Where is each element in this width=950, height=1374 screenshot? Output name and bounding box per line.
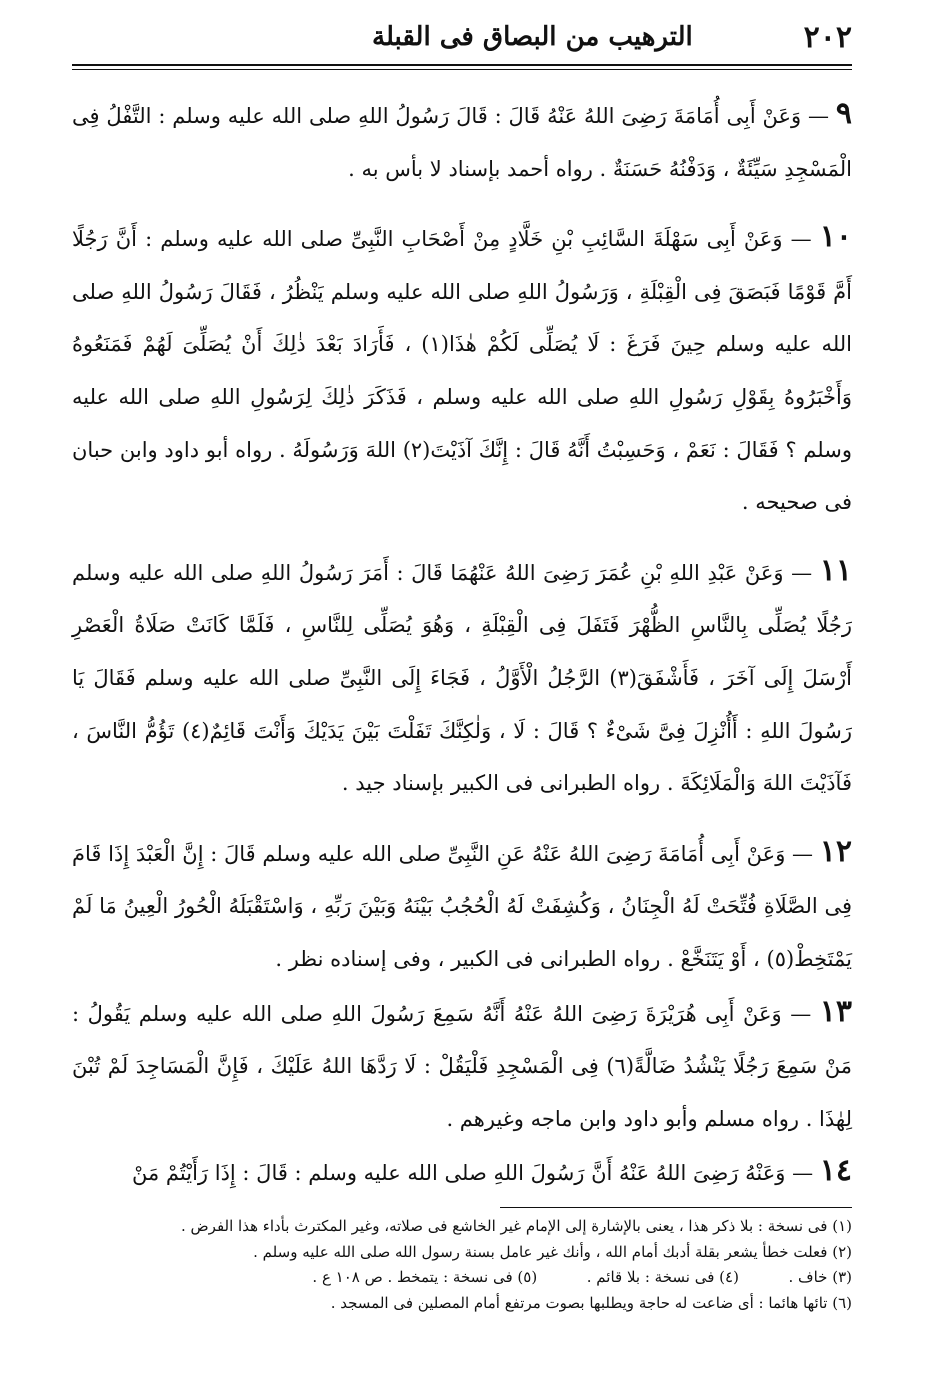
hadith-text: وَعَنْ أَبِى أُمَامَةَ رَضِىَ اللهُ عَنْهُ قَالَ : قَالَ رَسُولُ اللهِ صلى الله عليه وسلم : التَّفْلُ فِى الْمَسْجِدِ سَيِّئَةٌ ، وَدَفْنُهُ حَسَنَةٌ . رواه أحمد بإسناد لا بأس به . — [72, 104, 852, 181]
hadith-text: وَعَنْ عَبْدِ اللهِ بْنِ عُمَرَ رَضِىَ اللهُ عَنْهُمَا قَالَ : أَمَرَ رَسُولُ اللهِ صلى الله عليه وسلم رَجُلًا يُصَلِّى بِالنَّاسِ الظُّهْرَ فَتَفَلَ فِى الْقِبْلَةِ ، وَهُوَ يُصَلِّى لِلنَّاسِ ، فَلَمَّا كَانَتْ صَلَاةُ الْعَصْرِ أَرْسَلَ إِلَى آخَرَ ، فَأَشْفَقَ(٣) الرَّجُلُ الْأَوَّلُ ، فَجَاءَ إِلَى النَّبِىِّ صلى الله عليه وسلم فَقَالَ يَا رَسُولَ اللهِ : أَأُنْزِلَ فِىَّ شَىْءٌ ؟ قَالَ : لَا ، وَلٰكِنَّكَ تَفَلْتَ بَيْنَ يَدَيْكَ وَأَنْتَ قَائِمٌ(٤) تَؤُمُّ النَّاسَ ، فَآذَيْتَ اللهَ وَالْمَلَائِكَةَ . رواه الطبرانى فى الكبير بإسناد جيد . — [72, 560, 852, 796]
footnote-5: (٥) فى نسخة : يتمخط . ص ١٠٨ ع . — [312, 1268, 538, 1286]
hadith-text: وَعَنْهُ رَضِىَ اللهُ عَنْهُ أَنَّ رَسُولَ اللهِ صلى الله عليه وسلم : قَالَ : إِذَا رَأَيْتُمْ مَنْ — [132, 1161, 786, 1186]
hadith-number: ١٤ — [819, 1153, 852, 1189]
footnote-1: (١) فى نسخة : بلا ذكر هذا ، يعنى بالإشارة إلى الإمام غير الخاشع فى صلاته، وغير المكترث بأداء هذا الفرض . — [181, 1217, 852, 1235]
hadith-text: وَعَنْ أَبِى هُرَيْرَةَ رَضِىَ اللهُ عَنْهُ أَنَّهُ سَمِعَ رَسُولَ اللهِ صلى الله عليه وسلم يَقُولُ : مَنْ سَمِعَ رَجُلًا يَنْشُدُ ضَالَّةً(٦) فِى الْمَسْجِدِ فَلْيَقُلْ : لَا رَدَّهَا اللهُ عَلَيْكَ ، فَإِنَّ الْمَسَاجِدَ لَمْ تُبْنَ لِهٰذَا . رواه مسلم وأبو داود وابن ماجه وغيرهم . — [72, 1001, 852, 1131]
header-rule-thin — [72, 69, 852, 70]
hadith-text: وَعَنْ أَبِى أُمَامَةَ رَضِىَ اللهُ عَنْهُ عَنِ النَّبِىِّ صلى الله عليه وسلم قَالَ : إِنَّ الْعَبْدَ إِذَا قَامَ فِى الصَّلَاةِ فُتِّحَتْ لَهُ الْجِنَانُ ، وَكُشِفَتْ لَهُ الْحُجُبُ بَيْنَهُ وَبَيْنَ رَبِّهِ ، وَاسْتَقْبَلَهُ الْحُورُ الْعِينُ مَا لَمْ يَمْتَخِطْ(٥) ، أَوْ يَتَنَخَّعْ . رواه الطبرانى فى الكبير ، وفى إسناده نظر . — [72, 841, 852, 971]
page-title: الترهيب من البصاق فى القبلة — [372, 22, 693, 52]
hadith-13: ١٣ — وَعَنْ أَبِى هُرَيْرَةَ رَضِىَ اللهُ عَنْهُ أَنَّهُ سَمِعَ رَسُولَ اللهِ صلى الله عليه وسلم يَقُولُ : مَنْ سَمِعَ رَجُلًا يَنْشُدُ ضَالَّةً(٦) فِى الْمَسْجِدِ فَلْيَقُلْ : لَا رَدَّهَا اللهُ عَلَيْكَ ، فَإِنَّ الْمَسَاجِدَ لَمْ تُبْنَ لِهٰذَا . رواه مسلم وأبو داود وابن ماجه وغيرهم . — [72, 993, 852, 1131]
page-header — [72, 14, 852, 60]
footnote-rule — [500, 1207, 852, 1208]
footnote-4: (٤) فى نسخة : بلا قائم . — [586, 1268, 739, 1286]
page-number: ٢٠٢ — [803, 19, 852, 55]
hadith-12: ١٢ — وَعَنْ أَبِى أُمَامَةَ رَضِىَ اللهُ عَنْهُ عَنِ النَّبِىِّ صلى الله عليه وسلم قَالَ : إِنَّ الْعَبْدَ إِذَا قَامَ فِى الصَّلَاةِ فُتِّحَتْ لَهُ الْجِنَانُ ، وَكُشِفَتْ لَهُ الْحُجُبُ بَيْنَهُ وَبَيْنَ رَبِّهِ ، وَاسْتَقْبَلَهُ الْحُورُ الْعِينُ مَا لَمْ يَمْتَخِطْ(٥) ، أَوْ يَتَنَخَّعْ . رواه الطبرانى فى الكبير ، وفى إسناده نظر . — [72, 833, 852, 971]
footnote-3-4-5 — [72, 1265, 852, 1291]
footnote-2: (٢) فعلت خطأ يشعر بقلة أدبك أمام الله ، وأنك غير عامل بسنة رسول الله صلى الله عليه وسلم . — [253, 1242, 852, 1261]
hadith-11: ١١ — وَعَنْ عَبْدِ اللهِ بْنِ عُمَرَ رَضِىَ اللهُ عَنْهُمَا قَالَ : أَمَرَ رَسُولُ اللهِ صلى الله عليه وسلم رَجُلًا يُصَلِّى بِالنَّاسِ الظُّهْرَ فَتَفَلَ فِى الْقِبْلَةِ ، وَهُوَ يُصَلِّى لِلنَّاسِ ، فَلَمَّا كَانَتْ صَلَاةُ الْعَصْرِ أَرْسَلَ إِلَى آخَرَ ، فَأَشْفَقَ(٣) الرَّجُلُ الْأَوَّلُ ، فَجَاءَ إِلَى النَّبِىِّ صلى الله عليه وسلم فَقَالَ يَا رَسُولَ اللهِ : أَأُنْزِلَ فِىَّ شَىْءٌ ؟ قَالَ : لَا ، وَلٰكِنَّكَ تَفَلْتَ بَيْنَ يَدَيْكَ وَأَنْتَ قَائِمٌ(٤) تَؤُمُّ النَّاسَ ، فَآذَيْتَ اللهَ وَالْمَلَائِكَةَ . رواه الطبرانى فى الكبير بإسناد جيد . — [72, 552, 852, 796]
hadith-number: ١٢ — [819, 833, 852, 869]
hadith-14: ١٤ — وَعَنْهُ رَضِىَ اللهُ عَنْهُ أَنَّ رَسُولَ اللهِ صلى الله عليه وسلم : قَالَ : إِذَا رَأَيْتُمْ مَنْ — [132, 1153, 852, 1189]
page-body — [72, 88, 852, 1200]
hadith-number: ١٠ — [819, 219, 852, 255]
header-rule — [72, 64, 852, 66]
hadith-number: ١٣ — [819, 993, 852, 1029]
hadith-number: ١١ — [819, 552, 852, 588]
footnote-3: (٣) خاف . — [788, 1268, 852, 1286]
hadith-number: ٩ — [835, 96, 853, 131]
hadith-10: ١٠ — وَعَنْ أَبِى سَهْلَةَ السَّائِبِ بْنِ خَلَّادٍ مِنْ أَصْحَابِ النَّبِىِّ صلى الله عليه وسلم : أَنَّ رَجُلًا أَمَّ قَوْمًا فَبَصَقَ فِى الْقِبْلَةِ ، وَرَسُولُ اللهِ صلى الله عليه وسلم يَنْظُرُ ، فَقَالَ رَسُولُ اللهِ صلى الله عليه وسلم حِينَ فَرَغَ : لَا يُصَلِّى لَكُمْ هٰذَا(١) ، فَأَرَادَ بَعْدَ ذٰلِكَ أَنْ يُصَلِّىَ لَهُمْ فَمَنَعُوهُ وَأَخْبَرُوهُ بِقَوْلِ رَسُولِ اللهِ صلى الله عليه وسلم ، فَذَكَرَ ذٰلِكَ لِرَسُولِ اللهِ صلى الله عليه وسلم ؟ فَقَالَ : نَعَمْ ، وَحَسِبْتُ أَنَّهُ قَالَ : إِنَّكَ آذَيْتَ(٢) اللهَ وَرَسُولَهُ . رواه أبو داود وابن حبان فى صحيحه . — [72, 219, 853, 515]
hadith-text: وَعَنْ أَبِى سَهْلَةَ السَّائِبِ بْنِ خَلَّادٍ مِنْ أَصْحَابِ النَّبِىِّ صلى الله عليه وسلم : أَنَّ رَجُلًا أَمَّ قَوْمًا فَبَصَقَ فِى الْقِبْلَةِ ، وَرَسُولُ اللهِ صلى الله عليه وسلم يَنْظُرُ ، فَقَالَ رَسُولُ اللهِ صلى الله عليه وسلم حِينَ فَرَغَ : لَا يُصَلِّى لَكُمْ هٰذَا(١) ، فَأَرَادَ بَعْدَ ذٰلِكَ أَنْ يُصَلِّىَ لَهُمْ فَمَنَعُوهُ وَأَخْبَرُوهُ بِقَوْلِ رَسُولِ اللهِ صلى الله عليه وسلم ، فَذَكَرَ ذٰلِكَ لِرَسُولِ اللهِ صلى الله عليه وسلم ؟ فَقَالَ : نَعَمْ ، وَحَسِبْتُ أَنَّهُ قَالَ : إِنَّكَ آذَيْتَ(٢) اللهَ وَرَسُولَهُ . رواه أبو داود وابن حبان فى صحيحه . — [72, 227, 853, 515]
footnotes — [72, 1214, 852, 1316]
footnote-6: (٦) تائها هائما : أى ضاعت له حاجة ويطلبها بصوت مرتفع أمام المصلين فى المسجد . — [330, 1293, 852, 1312]
hadith-9: ٩ — وَعَنْ أَبِى أُمَامَةَ رَضِىَ اللهُ عَنْهُ قَالَ : قَالَ رَسُولُ اللهِ صلى الله عليه وسلم : التَّفْلُ فِى الْمَسْجِدِ سَيِّئَةٌ ، وَدَفْنُهُ حَسَنَةٌ . رواه أحمد بإسناد لا بأس به . — [72, 96, 853, 181]
